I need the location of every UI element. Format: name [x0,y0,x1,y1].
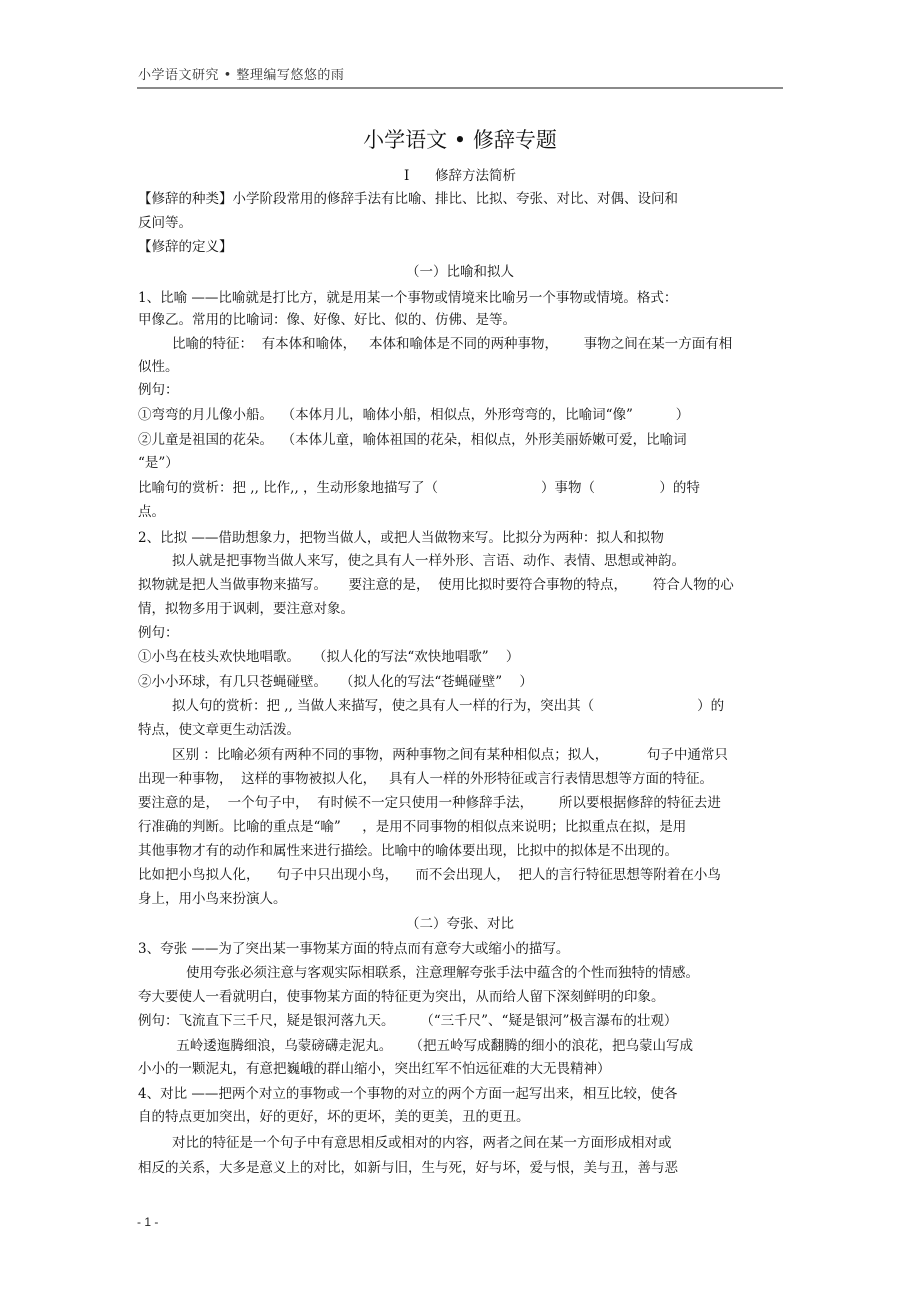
text-line: 其他事物才有的动作和属性来进行描绘。比喻中的喻体要出现，比拟中的拟体是不出现的。 [138,843,678,859]
text-line: 出现一种事物， 这样的事物被拟人化， 具有人一样的外形特征或言行表情思想等方面的特征。 [138,771,713,787]
section-heading: I 修辞方法简析 [403,168,517,184]
text-line: 小小的一颗泥丸，有意把巍峨的群山缩小，突出红军不怕远征难的大无畏精神） [138,1061,611,1077]
header-divider [137,87,783,89]
text-line: ①弯弯的月儿像小船。 （本体月儿，喻体小船，相似点，外形弯弯的，比喻词“像” ） [138,407,690,423]
text-line: ②儿童是祖国的花朵。 （本体儿童，喻体祖国的花朵，相似点，外形美丽娇嫩可爱，比喻词 [138,432,687,448]
page-title: 小学语文 • 修辞专题 [363,128,557,152]
text-line: 相反的关系，大多是意义上的对比，如新与旧，生与死，好与坏，爱与恨，美与丑，善与恶 [138,1160,678,1176]
text-line: （二）夸张、对比 [406,916,514,932]
text-line: 比喻的特征： 有本体和喻体， 本体和喻体是不同的两种事物， 事物之间在某一方面有相 [172,336,733,352]
text-line: 五岭逶迤腾细浪，乌蒙磅礴走泥丸。 （把五岭写成翻腾的细小的浪花，把乌蒙山写成 [172,1038,693,1054]
text-line: 4、对比 ——把两个对立的事物或一个事物的对立的两个方面一起写出来，相互比较，使各 [138,1086,678,1102]
text-line: 行准确的判断。比喻的重点是“喻” ，是用不同事物的相似点来说明；比拟重点在拟，是用 [138,819,687,835]
text-line: （一）比喻和拟人 [406,264,514,280]
page-number: - 1 - [137,1215,159,1229]
text-line: 甲像乙。常用的比喻词：像、好像、好比、似的、仿佛、是等。 [138,312,516,328]
text-line: 例句：飞流直下三千尺，疑是银河落九天。 （“三千尺”、“疑是银河”极言瀑布的壮观） [138,1013,678,1029]
text-line: 特点，使文章更生动活泼。 [138,722,300,738]
text-line: 比如把小鸟拟人化， 句子中只出现小鸟， 而不会出现人， 把人的言行特征思想等附着在小鸟 [138,867,721,883]
running-header: 小学语文研究 • 整理编写悠悠的雨 [138,68,345,83]
text-line: ①小鸟在枝头欢快地唱歌。 （拟人化的写法“欢快地唱歌” ） [138,649,520,665]
text-line: 3、夸张 ——为了突出某一事物某方面的特点而有意夸大或缩小的描写。 [138,941,570,957]
text-line: 使用夸张必须注意与客观实际相联系，注意理解夸张手法中蕴含的个性而独特的情感。 [186,965,699,981]
text-line: 似性。 [138,359,179,375]
text-line: 拟人句的赏析：把 ,, 当做人来描写，使之具有人一样的行为，突出其（ ）的 [172,698,725,714]
text-line: “是”） [138,455,179,471]
text-line: 对比的特征是一个句子中有意思相反或相对的内容，两者之间在某一方面形成相对或 [172,1135,672,1151]
text-line: 2、比拟 ——借助想象力，把物当做人，或把人当做物来写。比拟分为两种：拟人和拟物 [138,530,664,546]
text-line: 拟人就是把事物当做人来写，使之具有人一样外形、言语、动作、表情、思想或神韵。 [172,553,685,569]
text-line: 【修辞的定义】 [138,239,233,255]
text-line: 自的特点更加突出，好的更好，坏的更坏，美的更美，丑的更丑。 [138,1109,530,1125]
text-line: 反问等。 [138,215,192,231]
text-line: 夸大要使人一看就明白，使事物某方面的特征更为突出，从而给人留下深刻鲜明的印象。 [138,989,665,1005]
text-line: 例句： [138,382,179,398]
text-line: 区别 ：比喻必须有两种不同的事物，两种事物之间有某种相似点；拟人， 句子中通常只 [172,747,728,763]
text-line: 拟物就是把人当做事物来描写。 要注意的是， 使用比拟时要符合事物的特点， 符合人物的心 [138,577,734,593]
text-line: 情，拟物多用于讽刺，要注意对象。 [138,601,354,617]
text-line: 【修辞的种类】小学阶段常用的修辞手法有比喻、排比、比拟、夸张、对比、对偶、设问和 [138,191,678,207]
text-line: 比喻句的赏析：把 ,, 比作,, ，生动形象地描写了（ ）事物（ ）的特 [138,480,700,496]
text-line: ②小小环球，有几只苍蝇碰壁。 （拟人化的写法“苍蝇碰壁” ） [138,674,533,690]
text-line: 身上，用小鸟来扮演人。 [138,891,287,907]
text-line: 要注意的是， 一个句子中， 有时候不一定只使用一种修辞手法， 所以要根据修辞的特征去进 [138,795,721,811]
text-line: 例句： [138,625,179,641]
text-line: 1、比喻 ——比喻就是打比方，就是用某一个事物或情境来比喻另一个事物或情境。格式： [138,290,678,306]
text-line: 点。 [138,504,165,520]
